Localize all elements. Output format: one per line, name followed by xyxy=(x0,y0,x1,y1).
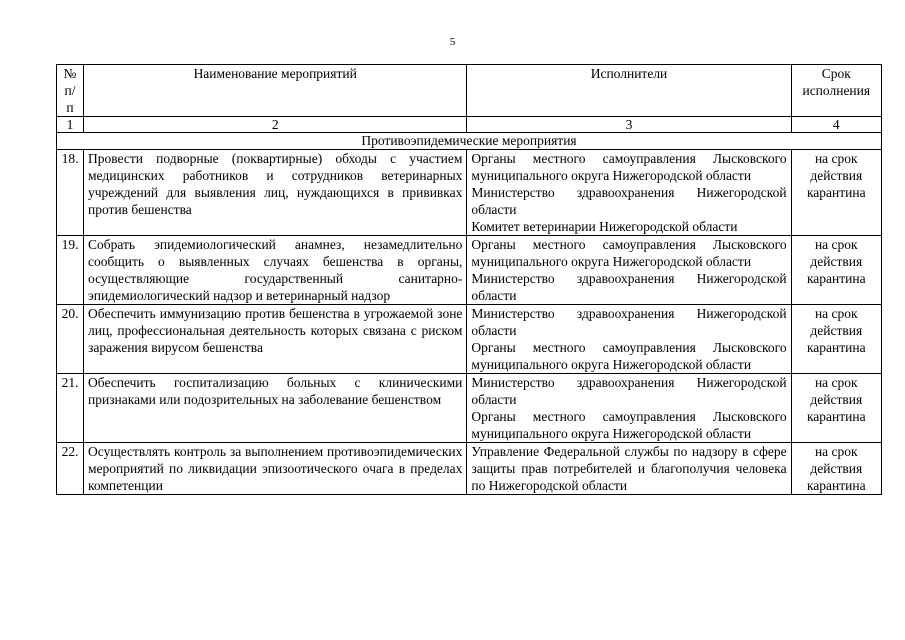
executors-cell xyxy=(467,236,791,305)
deadline-cell: на срок действия карантина xyxy=(791,305,881,374)
table-row xyxy=(57,236,882,305)
executors-cell xyxy=(467,374,791,443)
table-row xyxy=(57,305,882,374)
column-numbers-row xyxy=(57,117,882,133)
measure-name: Обеспечить иммунизацию против бешенства в угрожаемой зоне лиц, профессиональная деятельность которых связана с риском заражения вирусом бешенства xyxy=(84,305,467,374)
executors-cell xyxy=(467,150,791,236)
page-number: 5 xyxy=(449,36,456,48)
executor-entry: Министерство здравоохранения Нижегородской области xyxy=(471,375,787,407)
executor-entry: Органы местного самоуправления Лысковского муниципального округа Нижегородской области xyxy=(471,409,787,441)
column-number: 1 xyxy=(57,117,84,133)
table-row xyxy=(57,374,882,443)
executors-cell xyxy=(467,305,791,374)
measure-name: Собрать эпидемиологический анамнез, незамедлительно сообщить о выявленных случаях бешенства в органы, осуществляющие государственный санитарно-эпидемиологический надзор и ветеринарный надзор xyxy=(84,236,467,305)
row-number: 22. xyxy=(57,443,84,495)
row-number: 21. xyxy=(57,374,84,443)
column-number: 3 xyxy=(467,117,791,133)
executor-entry: Органы местного самоуправления Лысковского муниципального округа Нижегородской области xyxy=(471,340,787,372)
header-num: № п/п xyxy=(57,65,84,117)
deadline-cell: на срок действия карантина xyxy=(791,443,881,495)
table-row xyxy=(57,150,882,236)
row-number: 19. xyxy=(57,236,84,305)
measure-name: Провести подворные (поквартирные) обходы с участием медицинских работников и сотрудников ветеринарных учреждений для выявления лиц, нуждающихся в прививках против бешенства xyxy=(84,150,467,236)
deadline-cell: на срок действия карантина xyxy=(791,150,881,236)
measure-name: Обеспечить госпитализацию больных с клиническими признаками или подозрительных на заболевание бешенством xyxy=(84,374,467,443)
column-number: 4 xyxy=(791,117,881,133)
executors-cell xyxy=(467,443,791,495)
measures-table xyxy=(56,64,882,495)
executor-entry: Министерство здравоохранения Нижегородской области xyxy=(471,306,787,338)
row-number: 18. xyxy=(57,150,84,236)
executor-entry: Министерство здравоохранения Нижегородской области xyxy=(471,185,787,217)
executor-entry: Управление Федеральной службы по надзору в сфере защиты прав потребителей и благополучия человека по Нижегородской области xyxy=(471,444,787,493)
deadline-cell: на срок действия карантина xyxy=(791,236,881,305)
column-number: 2 xyxy=(84,117,467,133)
deadline-cell: на срок действия карантина xyxy=(791,374,881,443)
section-title: Противоэпидемические мероприятия xyxy=(57,133,882,150)
executor-entry: Органы местного самоуправления Лысковского муниципального округа Нижегородской области xyxy=(471,237,787,269)
header-row xyxy=(57,65,882,117)
executor-entry: Министерство здравоохранения Нижегородской области xyxy=(471,271,787,303)
section-row xyxy=(57,133,882,150)
measure-name: Осуществлять контроль за выполнением противоэпидемических мероприятий по ликвидации эпизоотического очага в пределах компетенции xyxy=(84,443,467,495)
executor-entry: Комитет ветеринарии Нижегородской области xyxy=(471,219,738,234)
header-executors: Исполнители xyxy=(467,65,791,117)
row-number: 20. xyxy=(57,305,84,374)
table-row xyxy=(57,443,882,495)
header-term: Срок исполнения xyxy=(791,65,881,117)
header-name: Наименование мероприятий xyxy=(84,65,467,117)
executor-entry: Органы местного самоуправления Лысковского муниципального округа Нижегородской области xyxy=(471,151,787,183)
